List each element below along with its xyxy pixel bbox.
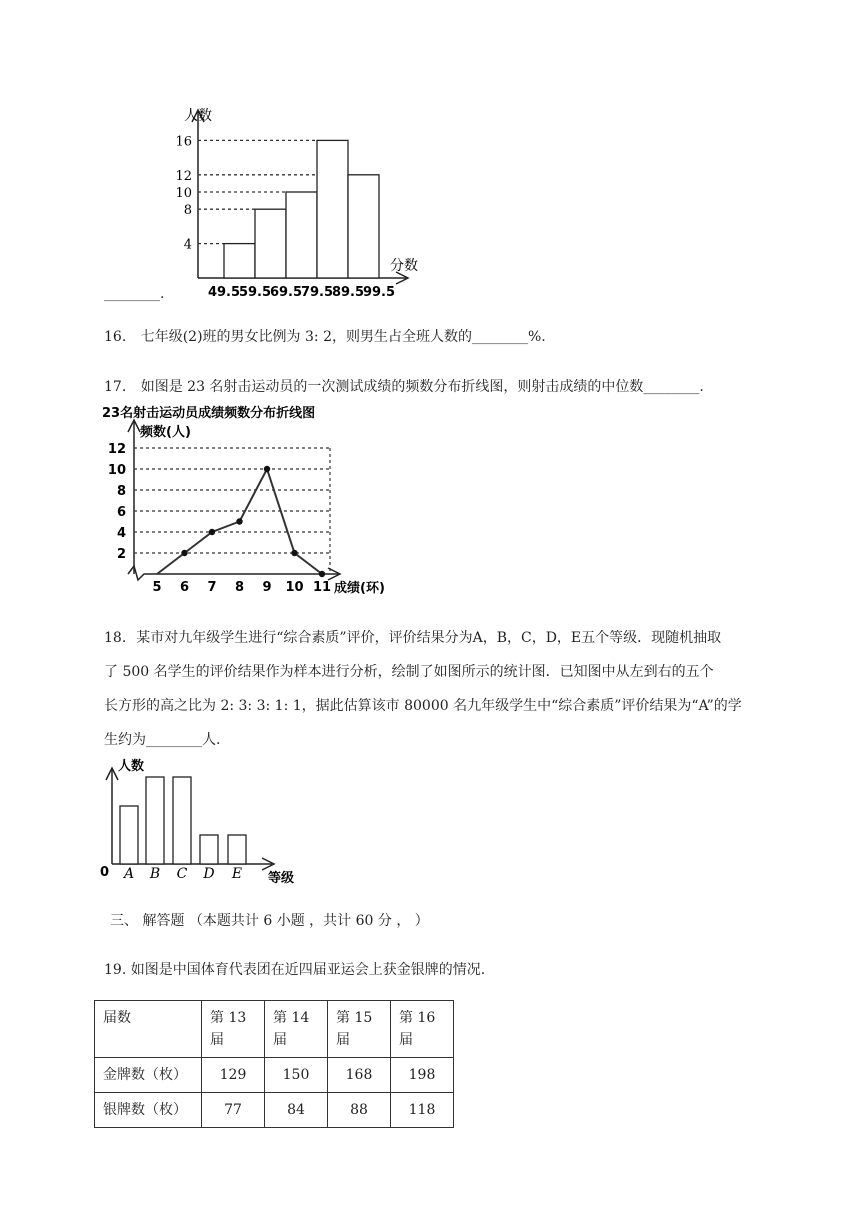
y-tick-label: 6 — [116, 505, 126, 520]
bar — [286, 192, 317, 278]
bar — [120, 806, 138, 864]
q18-line-3: 长方形的高之比为 2: 3: 3: 1: 1，据此估算该市 80000 名九年级学生中“综合素质”评价结果为“A”的学 — [104, 698, 742, 714]
y-tick-label: 8 — [183, 203, 192, 219]
data-point — [264, 466, 270, 472]
q18-line-1 — [104, 621, 764, 655]
section-3-heading: 三、 解答题 （本题共计 6 小题 ，共计 60 分 ， ） — [110, 913, 429, 929]
x-ticks — [122, 866, 242, 882]
table-header-cell: 第 14 届 — [265, 1001, 328, 1058]
x-tick-label: 59.5 — [238, 285, 272, 300]
x-tick-label: 10 — [285, 580, 304, 594]
q18-bar-chart — [96, 752, 316, 888]
chart-title: 23名射击运动员成绩频数分布折线图 — [102, 406, 316, 421]
y-ticks — [175, 134, 192, 252]
q17-line-chart — [100, 402, 420, 594]
q19-question: 19. 如图是中国体育代表团在近四届亚运会上获金银牌的情况. — [104, 962, 486, 978]
q16-question — [104, 327, 546, 347]
data-point — [236, 518, 242, 524]
data-point — [181, 550, 187, 556]
table-header-cell: 第 13 届 — [202, 1001, 265, 1058]
q18-line-2: 了 500 名学生的评价结果作为样本进行分析，绘制了如图所示的统计图．已知图中从左到右的五个 — [104, 664, 714, 680]
q15-answer-line: ________. — [104, 286, 165, 302]
x-tick-label: 11 — [312, 580, 332, 594]
table-cell: 150 — [265, 1058, 328, 1093]
x-ticks — [208, 285, 395, 300]
q16-text: 七年级(2)班的男女比例为 3: 2，则男生占全班人数的________%. — [140, 329, 546, 345]
q18-number: 18. — [104, 630, 127, 646]
x-tick-label: 79.5 — [300, 285, 334, 300]
table-cell: 118 — [391, 1093, 454, 1128]
bar — [255, 209, 286, 278]
bar — [200, 835, 218, 864]
data-point — [291, 550, 297, 556]
y-tick-label: 16 — [175, 134, 192, 150]
table-header-row — [95, 1001, 454, 1058]
q18-line-4: 生约为________人. — [104, 732, 221, 748]
bar — [224, 244, 255, 278]
y-tick-label: 8 — [116, 484, 126, 499]
q16-number: 16. — [104, 329, 127, 345]
data-point — [209, 529, 215, 535]
bar — [146, 777, 164, 864]
y-tick-label: 4 — [183, 237, 192, 253]
x-axis-label: 等级 — [268, 871, 295, 886]
table-row — [95, 1093, 454, 1128]
x-ticks — [152, 580, 331, 594]
x-tick-label: 69.5 — [269, 285, 303, 300]
x-tick-label: 8 — [234, 580, 245, 594]
x-tick-label: A — [123, 866, 135, 882]
dashed-grid — [134, 448, 330, 574]
table-header-cell: 第 15 届 — [328, 1001, 391, 1058]
y-axis-label: 人数 — [118, 759, 145, 774]
table-cell: 168 — [328, 1058, 391, 1093]
x-tick-label: 89.5 — [331, 285, 365, 300]
origin-label: 0 — [100, 865, 110, 880]
x-tick-label: 7 — [207, 580, 217, 594]
y-ticks — [108, 442, 126, 562]
x-tick-label: C — [176, 866, 188, 882]
x-tick-label: E — [231, 866, 243, 882]
q17-text: 如图是 23 名射击运动员的一次测试成绩的频数分布折线图，则射击成绩的中位数________. — [140, 379, 704, 395]
table-cell: 198 — [391, 1058, 454, 1093]
table-cell: 88 — [328, 1093, 391, 1128]
y-tick-label: 10 — [107, 463, 126, 478]
y-tick-label: 12 — [175, 168, 192, 184]
x-tick-label: 99.5 — [362, 285, 396, 300]
x-tick-label: 6 — [179, 580, 190, 594]
q19-medal-table — [94, 1000, 454, 1128]
x-tick-label: 9 — [262, 580, 272, 594]
table-cell: 金牌数（枚） — [95, 1058, 202, 1093]
table-cell: 77 — [202, 1093, 265, 1128]
q17-number: 17. — [104, 379, 127, 395]
x-axis-label: 成绩(环) — [334, 581, 385, 594]
series-line — [157, 466, 325, 577]
x-axis-label: 分数 — [390, 258, 418, 274]
x-tick-label: 49.5 — [207, 285, 241, 300]
table-row — [95, 1058, 454, 1093]
data-point — [319, 571, 325, 577]
q17-question — [104, 377, 704, 397]
q15-histogram — [170, 100, 430, 300]
bar — [348, 175, 379, 278]
bar — [317, 140, 348, 278]
bar — [173, 777, 191, 864]
q18-question — [104, 621, 764, 757]
table-cell: 84 — [265, 1093, 328, 1128]
y-axis-label: 频数(人) — [140, 425, 191, 440]
bar — [228, 835, 246, 864]
table-header-cell: 届数 — [95, 1001, 202, 1058]
table-cell: 银牌数（枚） — [95, 1093, 202, 1128]
y-tick-label: 12 — [107, 442, 126, 457]
y-tick-label: 4 — [116, 526, 126, 541]
y-tick-label: 10 — [175, 186, 192, 201]
y-tick-label: 2 — [116, 547, 126, 562]
x-tick-label: D — [203, 866, 215, 882]
bars — [120, 777, 246, 864]
y-axis-label: 人数 — [184, 108, 212, 124]
table-header-cell: 第 16 届 — [391, 1001, 454, 1058]
table-cell: 129 — [202, 1058, 265, 1093]
x-tick-label: B — [149, 866, 161, 882]
q18-text-1: 某市对九年级学生进行“综合素质”评价，评价结果分为A，B，C，D，E五个等级．现随机抽取 — [136, 630, 722, 646]
x-tick-label: 5 — [152, 580, 162, 594]
